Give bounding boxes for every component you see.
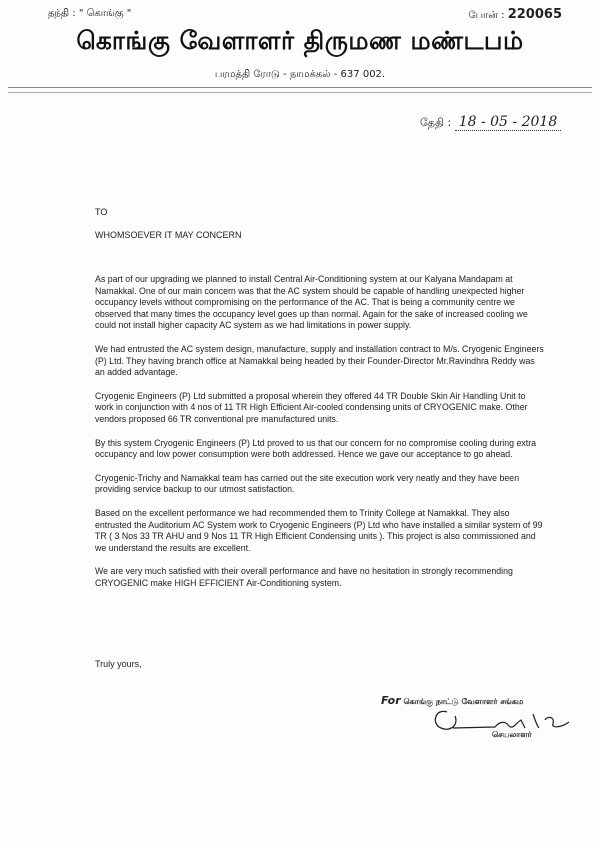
body-paragraph: Based on the excellent performance we had recommended them to Trinity College at Namakkal. They also entrusted the Auditorium AC System work to Cryogenic Engineers (P) Ltd who have installed a similar system of 99 TR ( 3 Nos 33 TR AHU and 9 Nos 11 TR High Efficient Condensing units ). This project is also commissioned and we understand the results are excellent. [95, 507, 543, 553]
closing-line: Truly yours, [95, 659, 142, 669]
body-paragraph: By this system Cryogenic Engineers (P) Ltd proved to us that our concern for no compromise cooling during extra occupancy and low power consumption were both addressed. Hence we gave our acceptance to go ahead. [95, 437, 537, 460]
body-paragraph: We are very much satisfied with their overall performance and have no hesitation in strongly recommending CRYOGENIC make HIGH EFFICIENT Air-Conditioning system. [95, 566, 513, 588]
phone-number: 220065 [507, 7, 562, 22]
header-divider [8, 87, 592, 88]
telegram-address: தந்தி : " கொங்கு " [48, 8, 132, 19]
letter-body [95, 274, 545, 601]
salutation-to: TO [95, 207, 108, 217]
body-paragraph: We had entrusted the AC system design, manufacture, supply and installation contract to M/s. Cryogenic Engineers (P) Ltd. They having branch office at Namakkal being headed by their Founder-Director Mr.Ravindhra Reddy was an added advantage. [95, 343, 544, 378]
date-label: தேதி : [420, 116, 452, 129]
handwritten-signature [395, 702, 575, 738]
letterhead-address: பரமத்தி ரோடு - நாமக்கல் - 637 002. [214, 69, 386, 80]
letterhead-title: கொங்கு வேளாளர் திருமண மண்டபம் [76, 26, 524, 55]
body-paragraph: As part of our upgrading we planned to install Central Air-Conditioning system at our Kalyana Mandapam at Namakkal. One of our main concern was that the AC system should be capable of handling unexpected higher occupancy levels without compromising on the performance of the AC. That is being a community centre we observed that many times the occupancy level goes up than normal. Again for the sake of increased cooling we could not install higher capacity AC system as we had limitations in power supply. [95, 274, 528, 331]
recipient-line: WHOMSOEVER IT MAY CONCERN [95, 230, 242, 240]
phone-label: போன் : [468, 10, 505, 21]
body-paragraph: Cryogenic Engineers (P) Ltd submitted a proposal wherein they offered 44 TR Double Skin Air Handling Unit to work in conjunction with 4 nos of 11 TR High Efficient Air-cooled condensing units of CRYOGENIC make. Other vendors proposed 66 TR conventional pre manufactured units. [95, 390, 528, 424]
signature-designation: செயலாளர் [492, 730, 532, 739]
date-line [420, 114, 561, 131]
signature-org-name: கொங்கு நாட்டு வேளாளர் சங்கம [403, 697, 524, 706]
signature-for-prefix: For [381, 694, 401, 707]
phone-block [469, 7, 562, 22]
date-value: 18 - 05 - 2018 [455, 114, 562, 131]
body-paragraph: Cryogenic-Trichy and Namakkal team has carried out the site execution work very neatly and they have been providing service backup to our utmost satisfaction. [95, 472, 520, 495]
header-divider-secondary [8, 92, 592, 93]
